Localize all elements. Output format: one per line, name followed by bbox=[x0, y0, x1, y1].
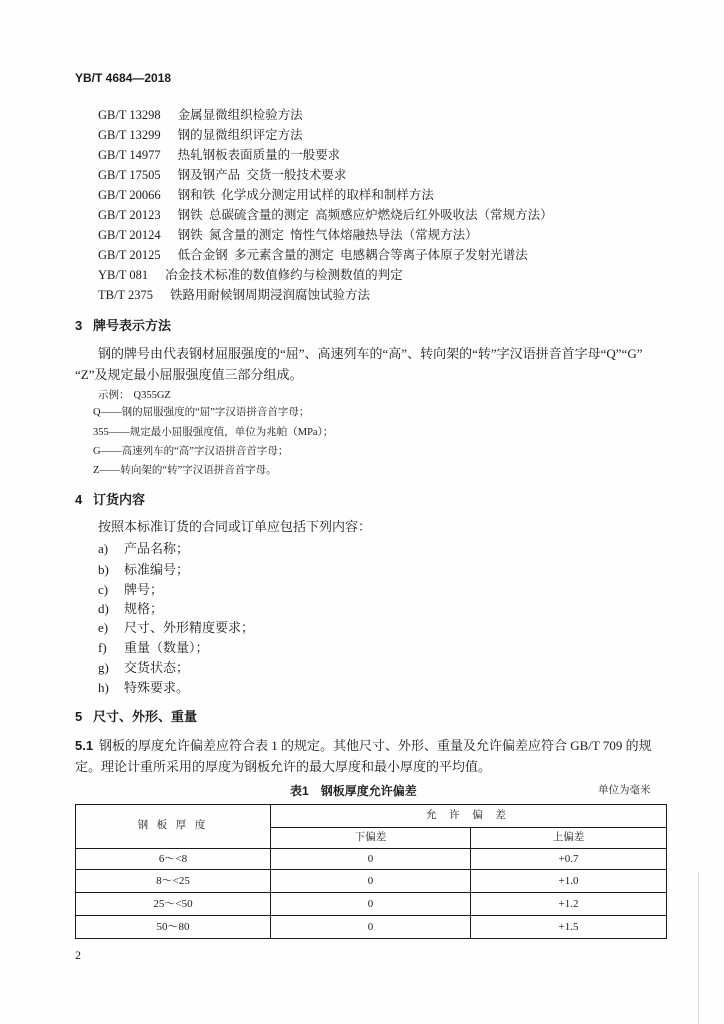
list-item-text: 产品名称； bbox=[124, 541, 190, 556]
list-item-text: 尺寸、外形精度要求； bbox=[124, 620, 255, 635]
section-title: 订货内容 bbox=[93, 492, 146, 507]
list-item bbox=[98, 542, 189, 555]
reference-title: 冶金技术标准的数值修约与检测数值的判定 bbox=[165, 268, 403, 282]
reference-code: GB/T 20124 bbox=[98, 228, 161, 242]
table-caption-number: 表1 bbox=[290, 784, 309, 798]
reference-title: 钢及钢产品 交货一般技术要求 bbox=[177, 168, 347, 182]
section-number: 4 bbox=[75, 492, 83, 507]
table-unit-note: 单位为毫米 bbox=[598, 785, 651, 796]
list-item-text: 特殊要求。 bbox=[124, 680, 190, 695]
reference-item bbox=[98, 249, 528, 262]
clause-text: 钢板的厚度允许偏差应符合表 1 的规定。其他尺寸、外形、重量及允许偏差应符合 GB/T 709 的规 bbox=[99, 738, 652, 753]
header-thickness: 钢 板 厚 度 bbox=[76, 805, 271, 849]
cell-lower: 0 bbox=[271, 849, 471, 870]
tolerance-table bbox=[75, 804, 667, 939]
clause-text-continued: 定。理论计重所采用的厚度为钢板允许的最大厚度和最小厚度的平均值。 bbox=[75, 759, 492, 774]
table-row bbox=[76, 870, 667, 893]
section-5-heading bbox=[75, 710, 197, 723]
reference-item bbox=[98, 269, 403, 282]
reference-title: 钢铁 氮含量的测定 惰性气体熔融热导法（常规方法） bbox=[177, 228, 478, 242]
example-explanation: G——高速列车的“高”字汉语拼音首字母； bbox=[93, 446, 289, 457]
cell-upper: +0.7 bbox=[471, 849, 667, 870]
list-item-label: h) bbox=[98, 680, 109, 695]
list-item-text: 牌号； bbox=[124, 582, 164, 597]
section-3-heading bbox=[75, 319, 171, 332]
reference-code: GB/T 20066 bbox=[98, 188, 161, 202]
cell-thickness: 6～<8 bbox=[76, 849, 271, 870]
reference-title: 金属显微组织检验方法 bbox=[177, 108, 303, 122]
reference-code: YB/T 081 bbox=[98, 268, 149, 282]
reference-code: GB/T 17505 bbox=[98, 168, 161, 182]
cell-upper: +1.0 bbox=[471, 870, 667, 893]
reference-title: 钢铁 总碳硫含量的测定 高频感应炉燃烧后红外吸收法（常规方法） bbox=[177, 208, 553, 222]
example-line bbox=[98, 391, 171, 402]
section-title: 牌号表示方法 bbox=[93, 318, 172, 333]
list-item bbox=[98, 602, 163, 615]
example-value: Q355GZ bbox=[133, 390, 171, 401]
cell-lower: 0 bbox=[271, 916, 471, 939]
document-code-header: YB/T 4684—2018 bbox=[75, 71, 172, 85]
section-title: 尺寸、外形、重量 bbox=[93, 709, 198, 724]
header-upper-deviation: 上偏差 bbox=[471, 828, 667, 849]
reference-item bbox=[98, 189, 434, 202]
list-item bbox=[98, 681, 189, 694]
list-item bbox=[98, 661, 189, 674]
list-item-text: 重量（数量）； bbox=[124, 640, 209, 655]
list-item-text: 规格； bbox=[124, 601, 164, 616]
list-item-text: 交货状态； bbox=[124, 660, 190, 675]
section-number: 5 bbox=[75, 709, 83, 724]
list-item-label: c) bbox=[98, 582, 109, 597]
example-explanation: Z——转向架的“转”字汉语拼音首字母。 bbox=[93, 465, 277, 476]
list-item-text: 标准编号； bbox=[124, 562, 190, 577]
table-row bbox=[76, 849, 667, 870]
table-caption bbox=[290, 785, 417, 797]
cell-thickness: 8～<25 bbox=[76, 870, 271, 893]
list-item bbox=[98, 563, 189, 576]
reference-item bbox=[98, 129, 303, 142]
cell-thickness: 50～80 bbox=[76, 916, 271, 939]
page-number: 2 bbox=[75, 948, 81, 962]
cell-upper: +1.2 bbox=[471, 893, 667, 916]
section-4-heading bbox=[75, 493, 145, 506]
clause-5-1-line bbox=[75, 739, 652, 752]
example-explanation: Q——钢的屈服强度的“屈”字汉语拼音首字母； bbox=[93, 407, 310, 418]
reference-code: TB/T 2375 bbox=[98, 288, 153, 302]
cell-thickness: 25～<50 bbox=[76, 893, 271, 916]
scan-edge-line bbox=[698, 872, 699, 1024]
reference-title: 热轧钢板表面质量的一般要求 bbox=[177, 148, 341, 162]
reference-code: GB/T 20125 bbox=[98, 248, 161, 262]
cell-upper: +1.5 bbox=[471, 916, 667, 939]
section-number: 3 bbox=[75, 318, 83, 333]
table-row bbox=[76, 916, 667, 939]
reference-item bbox=[98, 209, 553, 222]
reference-code: GB/T 13298 bbox=[98, 108, 161, 122]
paragraph-line: 钢的牌号由代表钢材屈服强度的“屈”、高速列车的“高”、转向架的“转”字汉语拼音首字母“Q”“G” bbox=[98, 346, 643, 361]
header-tolerance: 允 许 偏 差 bbox=[271, 805, 667, 828]
list-item bbox=[98, 641, 209, 654]
list-item-label: d) bbox=[98, 601, 109, 616]
table-header-row bbox=[76, 805, 667, 828]
reference-code: GB/T 14977 bbox=[98, 148, 161, 162]
list-item-label: e) bbox=[98, 620, 109, 635]
reference-item bbox=[98, 109, 303, 122]
table-row bbox=[76, 893, 667, 916]
reference-item bbox=[98, 229, 478, 242]
example-label: 示例： bbox=[98, 390, 130, 401]
reference-title: 低合金钢 多元素含量的测定 电感耦合等离子体原子发射光谱法 bbox=[177, 248, 528, 262]
section-intro: 按照本标准订货的合同或订单应包括下列内容： bbox=[98, 519, 372, 534]
reference-item bbox=[98, 169, 346, 182]
clause-number: 5.1 bbox=[75, 738, 94, 753]
example-explanation: 355——规定最小屈服强度值，单位为兆帕（MPa）； bbox=[93, 427, 334, 438]
reference-item bbox=[98, 289, 370, 302]
cell-lower: 0 bbox=[271, 870, 471, 893]
list-item-label: f) bbox=[98, 640, 107, 655]
list-item-label: g) bbox=[98, 660, 109, 675]
reference-title: 钢和铁 化学成分测定用试样的取样和制样方法 bbox=[177, 188, 434, 202]
paragraph-line: “Z”及规定最小屈服强度值三部分组成。 bbox=[75, 367, 303, 382]
list-item bbox=[98, 583, 163, 596]
cell-lower: 0 bbox=[271, 893, 471, 916]
list-item-label: a) bbox=[98, 541, 109, 556]
reference-code: GB/T 20123 bbox=[98, 208, 161, 222]
reference-code: GB/T 13299 bbox=[98, 128, 161, 142]
reference-title: 钢的显微组织评定方法 bbox=[177, 128, 303, 142]
list-item-label: b) bbox=[98, 562, 109, 577]
list-item bbox=[98, 621, 254, 634]
header-lower-deviation: 下偏差 bbox=[271, 828, 471, 849]
reference-title: 铁路用耐候钢周期浸润腐蚀试验方法 bbox=[169, 288, 370, 302]
reference-item bbox=[98, 149, 340, 162]
table-caption-title: 钢板厚度允许偏差 bbox=[320, 784, 417, 798]
